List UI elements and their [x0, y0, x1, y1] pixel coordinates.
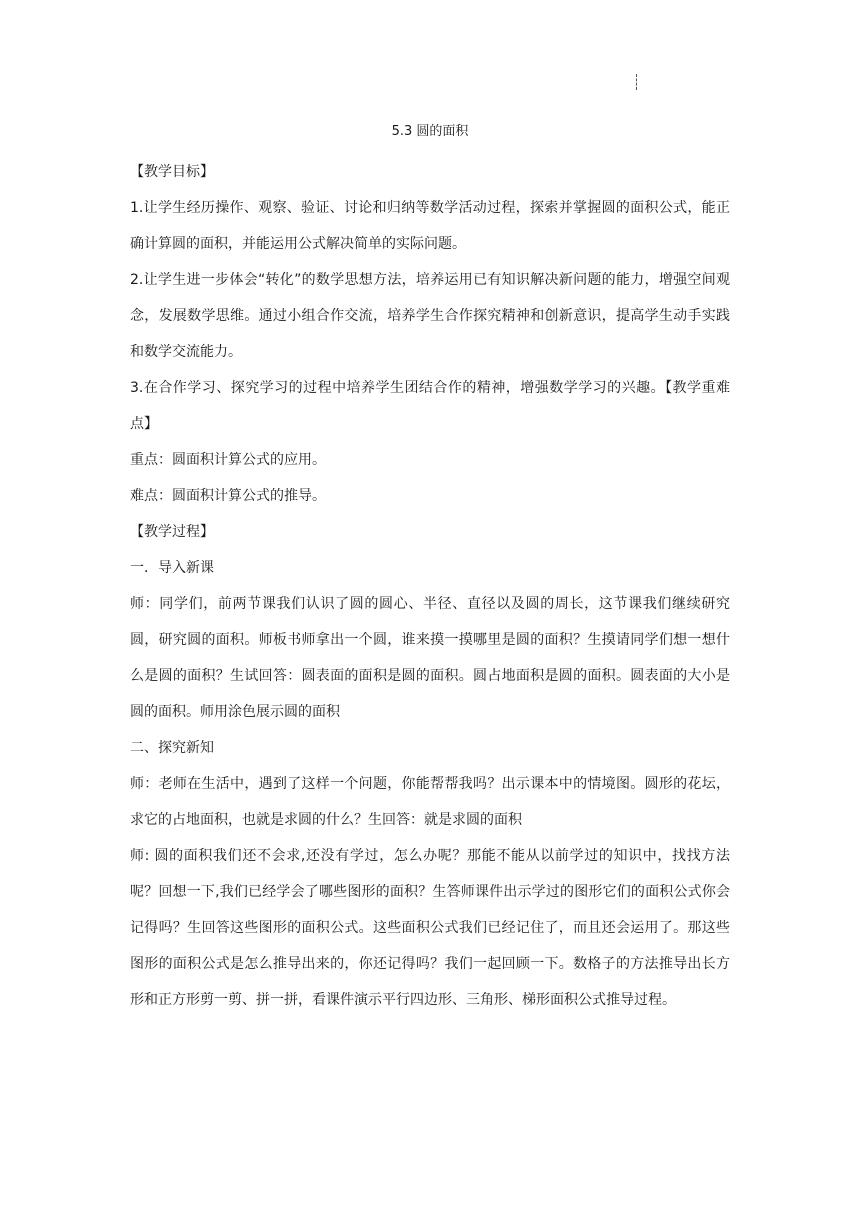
- goal-1-paragraph: 1.让学生经历操作、观察、验证、讨论和归纳等数学活动过程，探索并掌握圆的面积公式，能正确计算圆的面积，并能运用公式解决简单的实际问题。: [130, 200, 730, 252]
- section-2-heading: 二、探究新知: [130, 740, 214, 756]
- document-title: 5.3 圆的面积: [391, 124, 469, 139]
- section-1-heading: 一．导入新课: [130, 560, 214, 576]
- heading-teaching-process: 【教学过程】: [130, 524, 214, 540]
- intro-dialogue-paragraph: 师：同学们，前两节课我们认识了圆的圆心、半径、直径以及圆的周长，这节课我们继续研究圆，研究圆的面积。师板书师拿出一个圆，谁来摸一摸哪里是圆的面积？生摸请同学们想一想什么是圆的面积？生试回答：圆表面的面积是圆的面积。圆占地面积是圆的面积。圆表面的大小是圆的面积。师用涂色展示圆的面积: [130, 596, 730, 720]
- goal-3-paragraph: 3.在合作学习、探究学习的过程中培养学生团结合作的精神，增强数学学习的兴趣。【教学重难点】: [130, 380, 730, 432]
- key-point-paragraph: 重点：圆面积计算公式的应用。: [130, 452, 326, 468]
- heading-teaching-goals: 【教学目标】: [130, 164, 214, 180]
- goal-2-paragraph: 2.让学生进一步体会“转化”的数学思想方法，培养运用已有知识解决新问题的能力，增强空间观念，发展数学思维。通过小组合作交流，培养学生合作探究精神和创新意识，提高学生动手实践和数学交流能力。: [130, 272, 730, 360]
- document-body: [130, 122, 730, 1018]
- explore-dialogue-paragraph-1: 师：老师在生活中，遇到了这样一个问题，你能帮帮我吗？出示课本中的情境图。圆形的花坛，求它的占地面积，也就是求圆的什么？生回答：就是求圆的面积: [130, 776, 730, 828]
- explore-dialogue-paragraph-2: 师: 圆的面积我们还不会求,还没有学过，怎么办呢？那能不能从以前学过的知识中，找找方法呢？回想一下,我们已经学会了哪些图形的面积？生答师课件出示学过的图形它们的面积公式你会记得吗？生回答这些图形的面积公式。这些面积公式我们已经记住了，而且还会运用了。那这些图形的面积公式是怎么推导出来的，你还记得吗？我们一起回顾一下。数格子的方法推导出长方形和正方形剪一剪、拼一拼，看课件演示平行四边形、三角形、梯形面积公式推导过程。: [130, 848, 730, 1008]
- text-cursor-mark: [636, 74, 638, 90]
- difficult-point-paragraph: 难点：圆面积计算公式的推导。: [130, 488, 326, 504]
